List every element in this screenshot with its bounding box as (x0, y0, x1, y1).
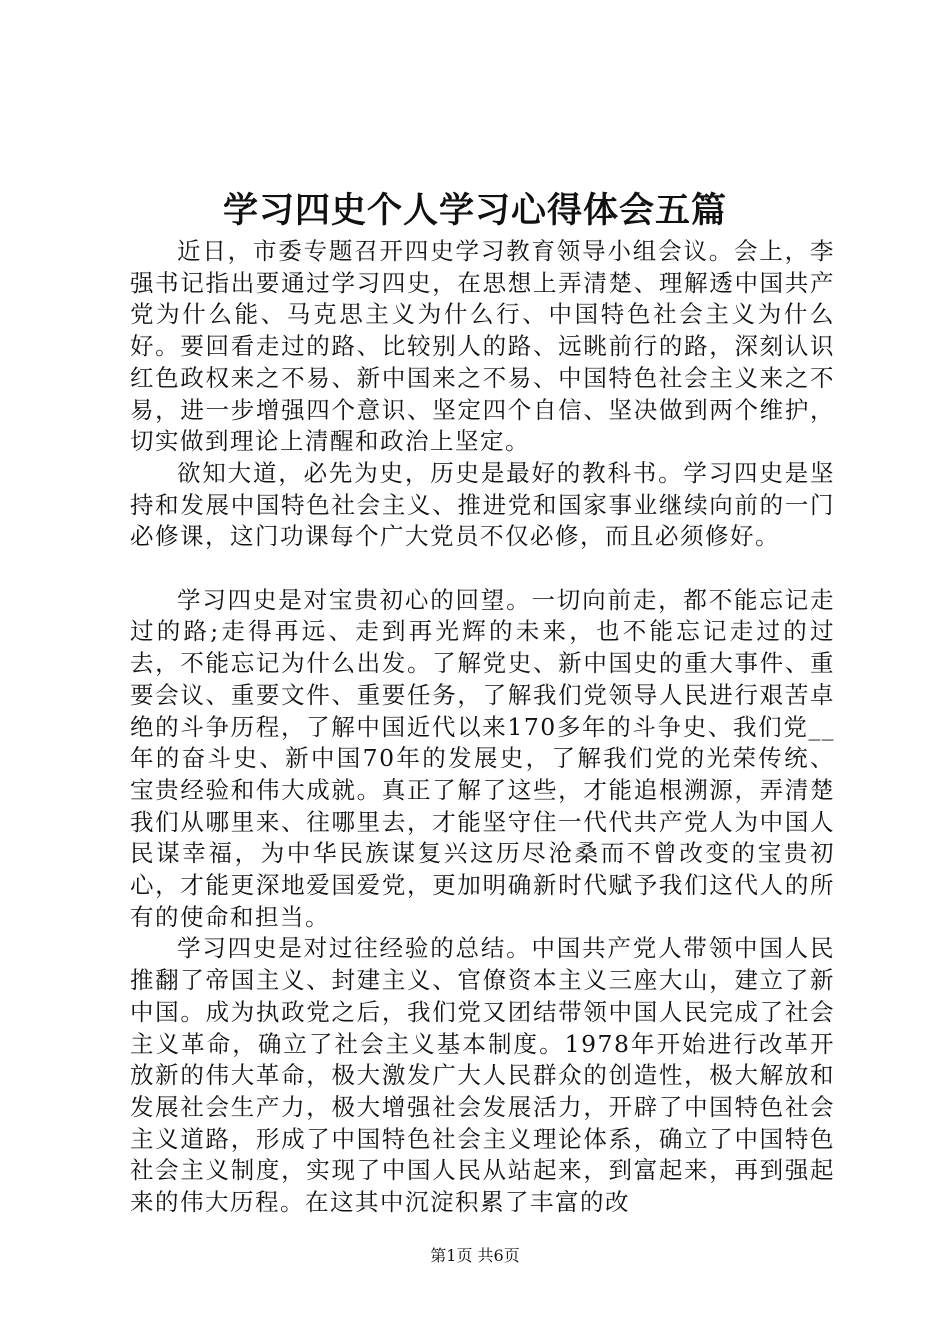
document-body (130, 236, 835, 1219)
paragraph-3: 学习四史是对宝贵初心的回望。一切向前走，都不能忘记走过的路;走得再远、走到再光辉的未来，也不能忘记走过的过去，不能忘记为什么出发。了解党史、新中国史的重大事件、重要会议、重要文件、重要任务，了解我们党领导人民进行艰苦卓绝的斗争历程，了解中国近代以来170多年的斗争史、我们党__年的奋斗史、新中国70年的发展史，了解我们党的光荣传统、宝贵经验和伟大成就。真正了解了这些，才能追根溯源，弄清楚我们从哪里来、往哪里去，才能坚守住一代代共产党人为中国人民谋幸福，为中华民族谋复兴这历尽沧桑而不曾改变的宝贵初心，才能更深地爱国爱党，更加明确新时代赋予我们这代人的所有的使命和担当。 (130, 585, 835, 931)
page-footer: 第1页 共6页 (430, 1246, 520, 1265)
document-title: 学习四史个人学习心得体会五篇 (222, 190, 727, 231)
paragraph-1: 近日，市委专题召开四史学习教育领导小组会议。会上，李强书记指出要通过学习四史，在思想上弄清楚、理解透中国共产党为什么能、马克思主义为什么行、中国特色社会主义为什么好。要回看走过的路、比较别人的路、远眺前行的路，深刻认识红色政权来之不易、新中国来之不易、中国特色社会主义来之不易，进一步增强四个意识、坚定四个自信、坚决做到两个维护，切实做到理论上清醒和政治上坚定。 (130, 237, 835, 456)
paragraph-spacer (130, 553, 835, 585)
paragraph-4: 学习四史是对过往经验的总结。中国共产党人带领中国人民推翻了帝国主义、封建主义、官僚资本主义三座大山，建立了新中国。成为执政党之后，我们党又团结带领中国人民完成了社会主义革命，确立了社会主义基本制度。1978年开始进行改革开放新的伟大革命，极大激发广大人民群众的创造性，极大解放和发展社会生产力，极大增强社会发展活力，开辟了中国特色社会主义道路，形成了中国特色社会主义理论体系，确立了中国特色社会主义制度，实现了中国人民从站起来，到富起来，再到强起来的伟大历程。在这其中沉淀积累了丰富的改 (130, 934, 835, 1217)
paragraph-2: 欲知大道，必先为史，历史是最好的教科书。学习四史是坚持和发展中国特色社会主义、推进党和国家事业继续向前的一门必修课，这门功课每个广大党员不仅必修，而且必须修好。 (130, 458, 835, 551)
